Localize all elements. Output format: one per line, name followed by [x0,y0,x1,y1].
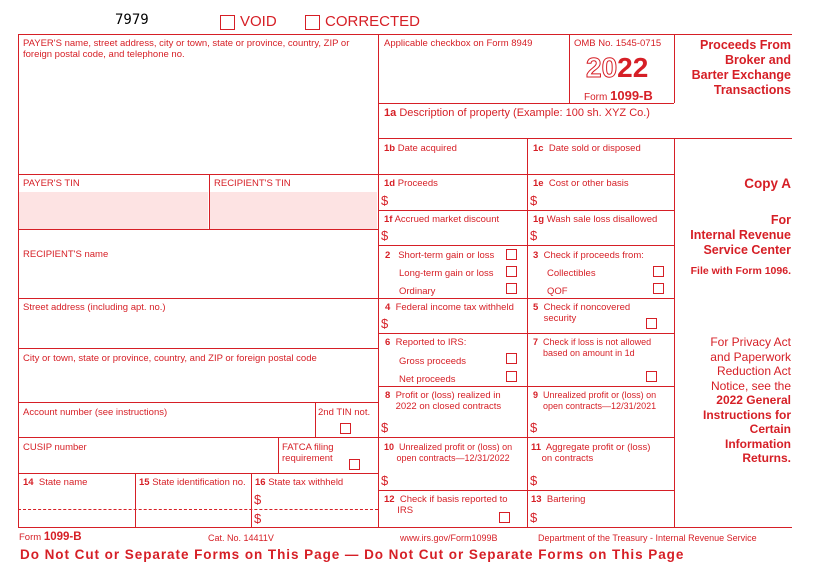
box10-dollar: $ [381,473,389,488]
box3-qof-label: QOF [547,286,568,297]
box2-long-label: Long-term gain or loss [399,268,494,279]
for-irs: For Internal Revenue Service Center [690,213,791,257]
footer-form-number: Form 1099-B [19,531,82,543]
recipient-tin-field[interactable] [210,192,377,229]
box12-checkbox[interactable] [499,512,510,523]
box7-label: 7 Check if loss is not allowed based on amount in 1d [533,337,652,358]
box6-label: 6 Reported to IRS: [385,337,467,348]
control-number: 7979 [115,12,149,28]
box6-net-checkbox[interactable] [506,371,517,382]
box5-label: 5 Check if noncovered security [533,302,631,324]
box2-ordinary-checkbox[interactable] [506,283,517,294]
street-address-label: Street address (including apt. no.) [23,302,166,313]
city-label: City or town, state or province, country, and ZIP or foreign postal code [23,353,317,364]
box1g-label: 1g Wash sale loss disallowed [533,214,658,225]
box2-ordinary-label: Ordinary [399,286,436,297]
box8-label: 8 Profit or (loss) realized in 2022 on closed contracts [385,390,502,412]
form-number: Form 1099-B [584,88,653,103]
box15-label: 15 State identification no. [139,477,246,488]
box8-dollar: $ [381,420,389,435]
box2-short-checkbox[interactable] [506,249,517,260]
payer-tin-field[interactable] [19,192,208,229]
box2-short-label: 2 Short-term gain or loss [385,250,495,261]
box7-checkbox[interactable] [646,371,657,382]
omb-number: OMB No. 1545-0715 [574,38,662,49]
box16-dollar-1: $ [254,492,262,507]
box1a-label: 1a Description of property (Example: 100 sh. XYZ Co.) [384,107,650,119]
irs-url[interactable]: www.irs.gov/Form1099B [400,533,498,543]
box9-label: 9 Unrealized profit or (loss) on open contracts—12/31/2021 [533,390,657,411]
corrected-checkbox[interactable] [305,15,320,30]
cat-number: Cat. No. 14411V [208,533,274,543]
box3-qof-checkbox[interactable] [653,283,664,294]
box12-label: 12 Check if basis reported to IRS [384,494,508,516]
second-tin-label: 2nd TIN not. [318,407,371,418]
second-tin-checkbox[interactable] [340,423,351,434]
box13-dollar: $ [530,510,538,525]
box1c-label: 1c Date sold or disposed [533,143,641,154]
box14-label: 14 State name [23,477,88,488]
cusip-label: CUSIP number [23,442,87,453]
recipient-name-label: RECIPIENT'S name [23,249,109,260]
box6-gross-label: Gross proceeds [399,356,467,367]
corrected-label: CORRECTED [325,13,421,30]
box6-net-label: Net proceeds [399,374,456,385]
payer-tin-label: PAYER'S TIN [23,178,80,189]
file-with-label: File with Form 1096. [690,265,791,277]
void-label: VOID [240,13,277,30]
box1e-label: 1e Cost or other basis [533,178,629,189]
privacy-notice: For Privacy Act and Paperwork Reduction Act Notice, see the 2022 General Instructions for Certain Information Returns. [702,335,791,465]
box11-label: 11 Aggregate profit or (loss) on contracts [531,442,651,464]
box3-collectibles-checkbox[interactable] [653,266,664,277]
box3-label: 3 Check if proceeds from: [533,250,644,261]
box4-label: 4 Federal income tax withheld [385,302,514,313]
box1d-label: 1d Proceeds [384,178,438,189]
box1f-label: 1f Accrued market discount [384,214,500,225]
box11-dollar: $ [530,473,538,488]
box1e-dollar: $ [530,193,538,208]
box4-dollar: $ [381,316,389,331]
recipient-tin-label: RECIPIENT'S TIN [214,178,291,189]
box1d-dollar: $ [381,193,389,208]
box1f-dollar: $ [381,228,389,243]
applicable-checkbox-label: Applicable checkbox on Form 8949 [384,38,533,49]
box1b-label: 1b Date acquired [384,143,457,154]
void-checkbox[interactable] [220,15,235,30]
payer-name-label: PAYER'S name, street address, city or town, state or province, country, ZIP or foreign postal code, and telephone no. [23,38,350,60]
account-number-label: Account number (see instructions) [23,407,168,418]
do-not-cut-warning: Do Not Cut or Separate Forms on This Page — Do Not Cut or Separate Forms on This Page [20,547,685,562]
box10-label: 10 Unrealized profit or (loss) on open contracts—12/31/2022 [384,442,513,463]
box16-label: 16 State tax withheld [255,477,344,488]
fatca-checkbox[interactable] [349,459,360,470]
form-title: Proceeds From Broker and Barter Exchange Transactions [691,38,791,97]
box16-dollar-2: $ [254,511,262,526]
box13-label: 13 Bartering [531,494,586,505]
copy-label: Copy A [744,176,791,191]
box6-gross-checkbox[interactable] [506,353,517,364]
fatca-label: FATCA filing requirement [282,442,334,464]
box1g-dollar: $ [530,228,538,243]
box3-collectibles-label: Collectibles [547,268,596,279]
box5-checkbox[interactable] [646,318,657,329]
box9-dollar: $ [530,420,538,435]
treasury-dept: Department of the Treasury - Internal Revenue Service [538,533,757,543]
box2-long-checkbox[interactable] [506,266,517,277]
tax-year: 2022 [586,52,649,83]
